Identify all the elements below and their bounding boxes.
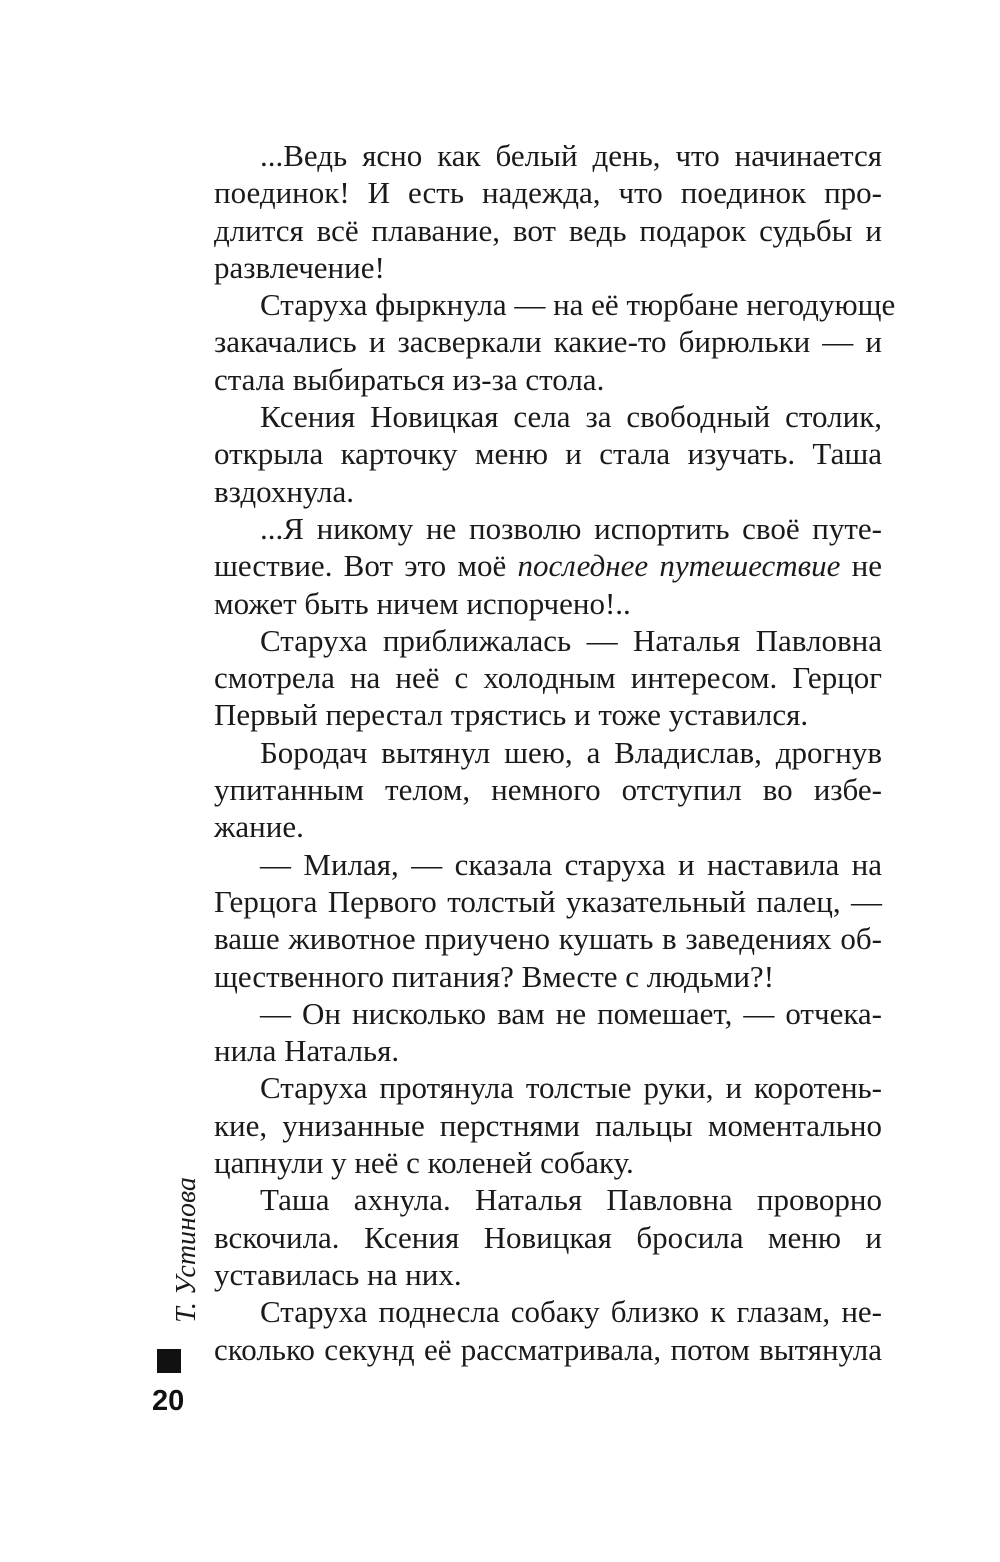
text-line: стала выбираться из-за стола.	[214, 361, 605, 397]
paragraph-3	[214, 398, 882, 510]
text-line: Первый перестал трястись и тоже уставился.	[214, 697, 809, 733]
text-line: может быть ничем испорчено!..	[214, 585, 631, 621]
text-line: Старуха протянула толстые руки, и коротень-	[260, 1070, 882, 1106]
text-line: закачались и засверкали какие-то бирюльки — и	[214, 324, 882, 360]
text-line: Старуха приближалась — Наталья Павловна	[260, 622, 882, 658]
paragraph-7	[214, 846, 882, 995]
text-line-mixed	[214, 547, 882, 584]
text-run: не	[840, 548, 882, 584]
text-line: нила Наталья.	[214, 1033, 400, 1069]
square-ornament-icon	[157, 1349, 181, 1373]
text-line: смотрела на неё с холодным интересом. Герцог	[214, 660, 882, 696]
author-name: Т. Устинова	[171, 1177, 202, 1323]
page-number: 20	[152, 1385, 185, 1417]
text-line: вздохнула.	[214, 473, 355, 509]
running-head-author	[171, 1177, 202, 1323]
text-line: Старуха поднесла собаку близко к глазам, не-	[260, 1294, 882, 1330]
text-line: уставилась на них.	[214, 1256, 462, 1292]
paragraph-2	[214, 286, 896, 398]
text-line: Таша ахнула. Наталья Павловна проворно	[260, 1182, 882, 1218]
body-text	[214, 137, 896, 1368]
text-line: сколько секунд её рассматривала, потом вытянула	[214, 1331, 882, 1367]
text-line: — Милая, — сказала старуха и наставила на	[260, 846, 882, 882]
text-line: Ксения Новицкая села за свободный столик,	[260, 399, 882, 435]
text-line: ваше животное приучено кушать в заведениях об-	[214, 921, 882, 957]
paragraph-5	[214, 622, 882, 734]
text-line: ...Я никому не позволю испортить своё путе-	[260, 510, 882, 546]
paragraph-11	[214, 1293, 882, 1368]
text-line: жание.	[214, 809, 304, 845]
text-line: вскочила. Ксения Новицкая бросила меню и	[214, 1219, 882, 1255]
text-line: Герцога Первого толстый указательный палец, —	[214, 883, 882, 919]
text-line: открыла карточку меню и стала изучать. Таша	[214, 436, 882, 472]
text-line: упитанным телом, немного отступил во избе-	[214, 772, 882, 808]
paragraph-8	[214, 995, 882, 1070]
text-line: — Он нисколько вам не помешает, — отчека-	[260, 995, 882, 1031]
text-line: ...Ведь ясно как белый день, что начинается	[260, 138, 882, 173]
paragraph-6	[214, 734, 882, 846]
paragraph-4	[214, 510, 882, 622]
text-line: кие, унизанные перстнями пальцы моментально	[214, 1107, 882, 1143]
text-line: развлечение!	[214, 249, 385, 285]
paragraph-9	[214, 1069, 882, 1181]
paragraph-10	[214, 1181, 882, 1293]
text-line: длится всё плавание, вот ведь подарок судьбы и	[214, 212, 882, 248]
text-line: Старуха фыркнула — на её тюрбане негодующе	[260, 287, 896, 323]
text-line: Бородач вытянул шею, а Владислав, дрогнув	[260, 734, 882, 770]
italic-phrase: последнее путешествие	[517, 548, 841, 584]
text-line: цапнули у неё с коленей собаку.	[214, 1145, 634, 1181]
text-line: щественного питания? Вместе с людьми?!	[214, 958, 775, 994]
text-line: поединок! И есть надежда, что поединок про-	[214, 175, 882, 211]
text-run: шествие. Вот это моё	[214, 548, 518, 584]
paragraph-1	[214, 137, 882, 286]
